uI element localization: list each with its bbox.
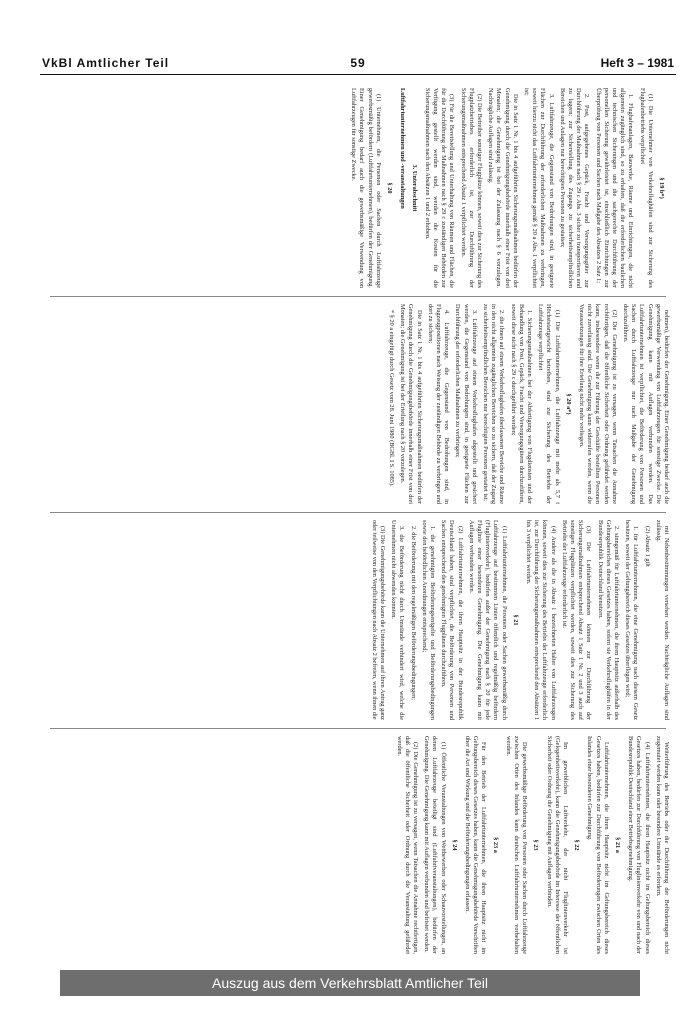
paragraph: 2. Post, aufgegebenes Gepäck, Fracht und Versorgungsgüter zur Durchführung der Maßnahmen nach § 29 c Abs. 3 sicher zu transportieren und zu lagern; zur Sicherstellung des Zugangs zu sicherheitsempfindlichen Bereichen und Anlagen nur berechtigten Personen zu gestatten; [558,88,591,288]
paragraph: 1. Flughafenanlagen, Bauwerke, Räume und Einrichtungen, die nicht allgemein zugänglich sind, so zu erhalten, daß die erforderlichen baulichen und technischen Sicherungen und die sachgerechte Durchführung der personellen Sicherung gewährleistet ist, einschließlich Einrichtungen zur Überprüfung von Personen und Sachen nach Maßgabe des Absatzes 2 Satz 1; [594,88,635,288]
paragraph: 4. Luftfahrzeuge, die Gegenstand von Bedrohungen sind, in Flugzeugpositionen nach Weisung der zuständigen Behörde zu verbringen und dort zu sichern; [426,304,451,504]
paragraph: (1) Öffentliche Veranstaltungen von Wettbewerben oder Schauvorstellungen, an denen Luftfahrzeuge beteiligt sind (Luftfahrtveranstaltungen), bedürfen der Genehmigung. Die Genehmigung kann mit Auflagen verbunden und befristet werden. [423,736,447,954]
paragraph: (2) Die Genehmigung ist zu versagen, wenn Tatsachen die Annahme rechtfertigen, daß die öffentliche Sicherheit oder Ordnung gefährdet werden kann, insbesondere wenn die zur Führung der Geschäfte bestellten Personen nicht zuverlässig sind. Die Genehmigung kann widerrufen werden, wenn die Voraussetzungen für ihre Erteilung nicht mehr vorliegen. [577,304,618,504]
journal-title: VkBl Amtlicher Teil [42,56,170,70]
paragraph: 2. sinngemäß für Luftfahrtunternehmen, die ihren Hauptsitz außerhalb des Geltungsbereiches dieses Gesetzes haben, sofern sie Verkehrsflughäfen in der Bundesrepublik Deutschland benutzen. [596,520,620,720]
section-heading: § 20 a*) [564,393,572,415]
section-heading: 3. Unterabschnitt [410,164,418,212]
paragraph: 1. für Luftfahrtunternehmen, die eine Genehmigung nach diesem Gesetz besitzen, soweit der Geltungsbereich dieses Gesetzes überflogen wird; [624,520,640,720]
page-header [40,56,676,75]
text-column-2 [48,304,670,504]
section-heading: § 20 [386,182,394,194]
section-heading: § 21 a [613,837,621,853]
paragraph: (1) Die Unternehmer von Verkehrsflughäfen sind zur Sicherung des Flughafenbetriebs verpflichtet [638,88,654,288]
paragraph: (3) Die Luftfahrtunternehmen können zur Durchführung der Sicherungsmaßnahmen entsprechend Absatz 1 Satz 1 Nr. 2 und 3 auch auf sonstigen Flugplätzen verpflichtet werden, soweit dies zur Sicherung des Betriebs der Luftfahrzeuge erforderlich ist. [560,520,593,720]
paragraph: Die gewerbsmäßige Beförderung von Personen oder Sachen durch Luftfahrzeuge zwischen Orten des Inlandes kann deutschen Luftfahrtunternehmen vorbehalten werden. [504,736,529,954]
section-heading: § 23 a [491,837,499,853]
paragraph: (3) Für die Bereitstellung und Unterhaltung von Räumen und Flächen, die für die Durchführung der Maßnahmen nach § 29 c zuständigen Behörden zur Verfügung gestellt werden sind, werden die Kosten für die Sicherungsmaßnahmen nach den Absätzen 1 und 2 erhoben. [423,88,456,288]
paragraph: Im gewerblichen Luftverkehr, der nicht Fluglinienverkehr ist (Gelegenheitsverkehr), kann die Genehmigungsbehörde im Interesse der öffentlichen Sicherheit oder Ordnung die Genehmigung mit Auflagen verbinden. [545,736,569,954]
column-divider [50,728,666,729]
paragraph: Die in Satz 1 Nr. 1 bis 4 aufgeführten Sicherungsmaßnahmen bedürfen der Genehmigung durch die Genehmigungsbehörde innerhalb einer Frist von drei Monaten; die Genehmigung ist bei der Erteilung nach § 20 vorzulegen. [399,304,423,504]
paragraph: (1) Unternehmen, die Personen oder Sachen durch Luftfahrzeuge gewerbsmäßig befördern (Luftfahrtunternehmen), bedürfen der Genehmigung. Einer Genehmigung bedarf auch die gewerbsmäßige Verwendung von Luftfahrzeugen für sonstige Zwecke. [350,88,382,288]
paragraph: (4) Andere als die in Absatz 1 bezeichneten Halter von Luftfahrzeugen können, soweit dies zur Sicherung des Betriebs der Luftfahrzeuge erforderlich ist, zur Durchführung der Sicherungsmaßnahmen entsprechend den Absätzen 1 bis 3 verpflichtet werden. [524,520,557,720]
paragraph: 1. die genehmigten Beförderungsentgelte und Beförderungsbedingungen sowie den behördlichen Anordnungen entsprechend; [420,520,436,720]
paragraph: Die in Satz 1 Nr. 1 bis 4 aufgeführten Sicherungsmaßnahmen bedürfen der Genehmigung durch die Genehmigungsbehörde innerhalb einer Frist von drei Monaten; die Genehmigung ist bei der Zulassung nach § 6 vorzulegen. Nachträgliche Auflagen sind zulässig. [487,88,519,288]
paragraph: Luftfahrtunternehmen, die ihren Hauptsitz nicht im Geltungsbereich dieses Gesetzes haben, bedürfen zur Durchführung von Beförderungen zwischen Orten des Inlandes einer besonderen Genehmigung. [586,736,610,954]
subsection-heading: Luftfahrtunternehmen und -veranstaltungen [399,88,407,209]
paragraph: Für den Betrieb der Luftfahrtunternehmen, die ihren Hauptsitz nicht im Geltungsbereich dieses Gesetzes haben, kann die Genehmigungsbehörde Vorschriften über die Art und Wirkung und die Beförderungsbedingungen erlassen. [463,736,488,954]
paragraph: 3. die Beförderung nicht durch Umstände verhindert wird, welche die Unternehmen nicht abwenden konnten. [390,520,406,720]
text-column-4 [48,736,670,954]
paragraph: (2) Luftfahrtunternehmen, die ihren Hauptsitz in der Bundesrepublik Deutschland haben, sind verpflichtet, die Beförderung von Personen und Sachen entsprechend den genehmigten Flugplänen durchzuführen. [440,520,464,720]
paragraph: nehmen), bedürfen der Genehmigung. Einer Genehmigung bedarf auch die gewerbsmäßige Verwendung von Luftfahrzeugen für sonstige Zwecke. Die Genehmigung kann mit Auflagen verbunden werden. Das Luftfahrtunternehmen ist verpflichtet, die Beförderung von Personen und Sachen durch Luftfahrzeuge nur nach Maßgabe der Genehmigung durchzuführen. [621,304,670,504]
paragraph: * § 20 a eingefügt durch Gesetz vom 28. Juni 1980 (BGBl. I S. 1085). [387,310,395,487]
paragraph: (2) Absatz 1 gilt [643,526,651,567]
footer-banner: Auszug aus dem Verkehrsblatt Amtlicher Teil [60,970,640,996]
paragraph: (1) Die Luftfahrtunternehmen, die Luftfahrzeuge mit mehr als 5,7 t Höchststartgewicht betreiben, sind zur Sicherung des Betriebs der Luftfahrzeuge verpflichtet [537,304,561,504]
paragraph: 1. Sicherungsmaßnahmen bei der Abfertigung von Flugdiensten und der Behandlung von Post, Gepäck, Fracht und Versorgungsgütern durchzuführen, soweit diese nicht nach § 29 c durchgeführt werden; [509,304,533,504]
issue-label: Heft 3 – 1981 [600,56,674,70]
section-heading: § 21 [511,614,519,626]
paragraph: (2) Die Betreiber sonstiger Flugplätze können, soweit dies zur Sicherung des Flugplatzbetriebes erforderlich ist, zur Durchführung der Sicherungsmaßnahmen entsprechend Absatz 1 verpflichtet werden. [459,88,483,288]
column-divider [50,296,666,297]
section-heading: § 24 [450,839,458,851]
paragraph: mit Nebenbestimmungen versehen werden. Nachträgliche Auflagen sind zulässig. [654,520,670,720]
column-divider [50,512,666,513]
paragraph: 2. die ihnen auf einem Verkehrsflughafen überlassenen Bereiche und Räume in den nicht allgemein zugänglichen Bereichen so zu sichern, daß der Zugang zu sicherheitsempfindlichen Bereichen nur berechtigten Personen gestattet ist; [481,304,506,504]
text-column-1 [48,88,670,288]
paragraph: 3. Luftfahrzeuge auf einem Verkehrsflughafen abgestellt und gesichert werden, die Gegenstand von Bedrohungen sind, in geeignete Flächen zur Durchführung der erforderlichen Maßnahmen zu verbringen; [454,304,478,504]
section-heading: § 19 b*) [658,177,665,199]
paragraph: Weiterführung des Betriebs oder die Durchführung der Beförderungen nicht zugemutet werden kann oder besondere Umstände es erfordern. [654,736,670,954]
paragraph: 2. die Beförderung mit den regelmäßigen Beförderungsbedingungen; [409,526,417,700]
rotated-text-block [40,80,676,960]
rotated-page-body [40,80,676,960]
paragraph: (1) Luftfahrtunternehmen, die Personen oder Sachen gewerbsmäßig durch Luftfahrzeuge auf bestimmten Linien öffentlich und regelmäßig befördern (Fluglinienverkehr), bedürfen außer der Genehmigung nach § 20 für jede Fluglinie einer besonderen Genehmigung. Die Genehmigung kann mit Auflagen verbunden werden. [467,520,508,720]
paragraph: (2) Die Genehmigung ist zu versagen, wenn Tatsachen die Annahme rechtfertigen, daß die öffentliche Sicherheit oder Ordnung durch die Veranstaltung gefährdet werden. [395,736,419,954]
paragraph: (4) Luftfahrtunternehmen, die ihren Hauptsitz nicht im Geltungsbereich dieses Gesetzes haben, bedürfen zur Durchführung von Fluglinienverkehr von und nach der Bundesrepublik Deutschland einer Betriebsgenehmigung. [627,736,651,954]
paragraph: 3. Luftfahrzeuge, die Gegenstand von Bedrohungen sind, in geeignete Flächen zur Durchführung der erforderlichen Maßnahmen zu verbringen, soweit hierzu nicht das Luftfahrtunternehmen gemäß § 20 a Abs. 1 verpflichtet ist; [522,88,555,288]
paragraph: (3) Die Genehmigungsbehörde kann die Unternehmen auf ihren Antrag ganz oder teilweise von den Verpflichtungen nach Absatz 2 befreien, wenn ihnen die [370,520,386,720]
text-column-3 [48,520,670,720]
section-heading: § 22 [573,839,581,851]
section-heading: § 23 [532,839,540,851]
page-number: 59 [350,56,366,70]
